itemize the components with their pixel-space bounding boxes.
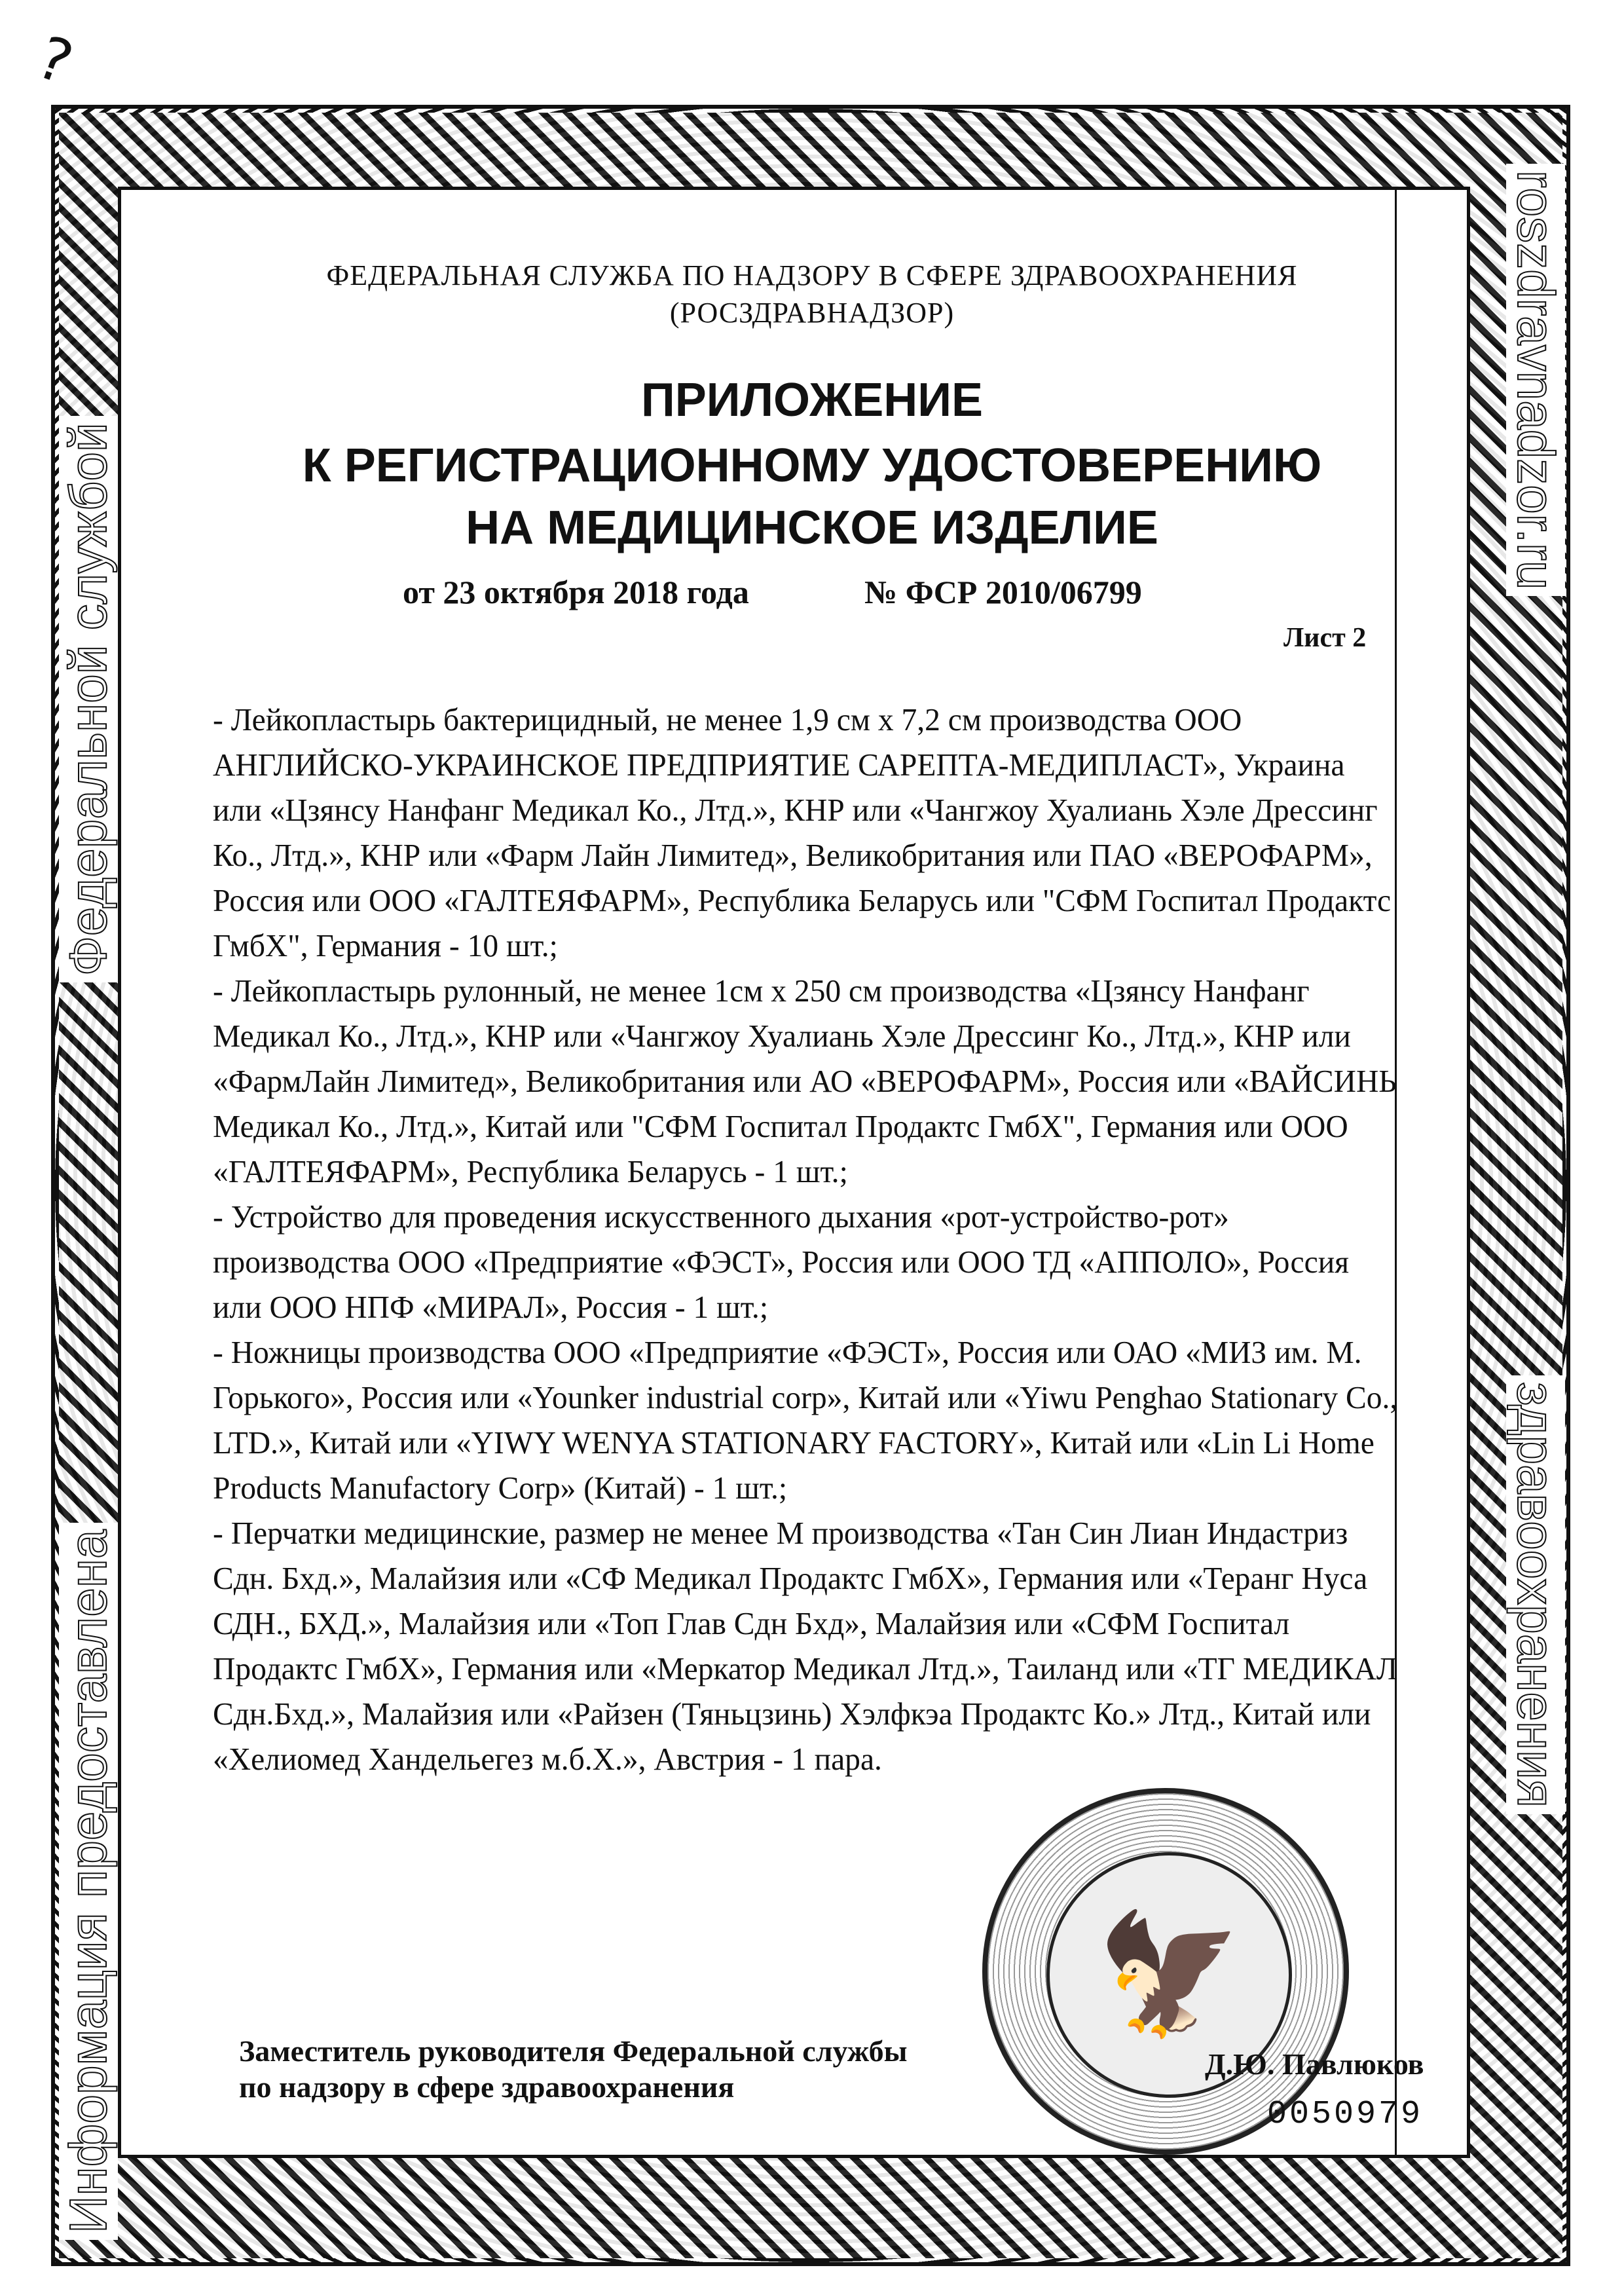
signatory-name: Д.Ю. Павлюков <box>1205 2047 1424 2081</box>
serial-number: 0050979 <box>1267 2096 1424 2133</box>
body-line: производства ООО «Предприятие «ФЭСТ», Россия или ООО ТД «АППОЛО», Россия <box>213 1244 1350 1280</box>
body-line: Медикал Ко., Лтд.», Китай или "СФМ Госпитал Продактс ГмбХ", Германия или ООО <box>213 1108 1348 1144</box>
body-line: - Лейкопластырь рулонный, не менее 1см х 250 см производства «Цзянсу Нанфанг <box>213 973 1310 1009</box>
body-line: Продактс ГмбХ», Германия или «Меркатор Медикал Лтд.», Таиланд или «ТГ МЕДИКАЛ <box>213 1650 1398 1686</box>
body-line: Медикал Ко., Лтд.», КНР или «Чангжоу Хуалиань Хэле Дрессинг Ко., Лтд.», КНР или <box>213 1018 1351 1054</box>
signatory-position-2: по надзору в сфере здравоохранения <box>239 2070 735 2104</box>
doc-subtitle-2: НА МЕДИЦИНСКОЕ ИЗДЕЛИЕ <box>466 502 1158 554</box>
body-line: Горького», Россия или «Younker industrial corp», Китай или «Yiwu Penghao Stationary Co., <box>213 1379 1398 1415</box>
corner-mark: ? <box>28 22 82 99</box>
body-line: Ко., Лтд.», КНР или «Фарм Лайн Лимитед», Великобритания или ПАО «ВЕРОФАРМ», <box>213 837 1373 873</box>
body-line: или «Цзянсу Нанфанг Медикал Ко., Лтд.», КНР или «Чангжоу Хуалиань Хэле Дрессинг <box>213 792 1378 828</box>
body-line: АНГЛИЙСКО-УКРАИНСКОЕ ПРЕДПРИЯТИЕ САРЕПТА-МЕДИПЛАСТ», Украина <box>213 747 1345 783</box>
registration-number: № ФСР 2010/06799 <box>864 574 1142 610</box>
body-line: - Ножницы производства ООО «Предприятие «ФЭСТ», Россия или ОАО «МИЗ им. М. <box>213 1334 1362 1370</box>
watermark-2: Федеральной службой <box>59 416 118 982</box>
body-line: «Хелиомед Хандельегез м.б.Х.», Австрия - 1 пара. <box>213 1741 882 1777</box>
body-line: «ГАЛТЕЯФАРМ», Республика Беларусь - 1 шт.; <box>213 1153 848 1189</box>
agency-name: ФЕДЕРАЛЬНАЯ СЛУЖБА ПО НАДЗОРУ В СФЕРЕ ЗДРАВООХРАНЕНИЯ <box>326 259 1298 291</box>
body-line: - Перчатки медицинские, размер не менее М производства «Тан Син Лиан Индастриз <box>213 1515 1348 1551</box>
body-line: LTD.», Китай или «YIWY WENYA STATIONARY FACTORY», Китай или «Lin Li Home <box>213 1425 1375 1461</box>
watermark-1: Информация предоставлена <box>59 1523 118 2241</box>
signatory-position-1: Заместитель руководителя Федеральной службы <box>239 2034 908 2068</box>
agency-abbr: (РОСЗДРАВНАДЗОР) <box>669 297 955 329</box>
body-line: Сдн. Бхд.», Малайзия или «СФ Медикал Продактс ГмбХ», Германия или «Теранг Нуса <box>213 1560 1368 1596</box>
body-line: - Лейкопластырь бактерицидный, не менее 1,9 см х 7,2 см производства ООО <box>213 701 1242 737</box>
body-line: или ООО НПФ «МИРАЛ», Россия - 1 шт.; <box>213 1289 769 1325</box>
coat-of-arms-icon: 🦅 <box>1046 1852 1292 2098</box>
sheet-number: Лист 2 <box>1283 623 1367 653</box>
watermark-3: roszdravnadzor.ru <box>1506 164 1565 596</box>
doc-subtitle-1: К РЕГИСТРАЦИОННОМУ УДОСТОВЕРЕНИЮ <box>302 439 1322 492</box>
body-line: ГмбХ", Германия - 10 шт.; <box>213 927 558 963</box>
body-line: «ФармЛайн Лимитед», Великобритания или АО «ВЕРОФАРМ», Россия или «ВАЙСИНЬ <box>213 1063 1397 1099</box>
doc-title: ПРИЛОЖЕНИЕ <box>641 374 983 426</box>
body-line: СДН., БХД.», Малайзия или «Топ Глав Сдн Бхд», Малайзия или «СФМ Госпитал <box>213 1605 1290 1641</box>
body-line: Products Manufactory Corp» (Китай) - 1 шт.; <box>213 1470 788 1506</box>
body-line: Россия или ООО «ГАЛТЕЯФАРМ», Республика Беларусь или "СФМ Госпитал Продактс <box>213 882 1392 918</box>
issue-date: от 23 октября 2018 года <box>403 574 749 610</box>
watermark-4: здравоохранения <box>1506 1375 1565 1814</box>
body-line: - Устройство для проведения искусственного дыхания «рот-устройство-рот» <box>213 1199 1229 1235</box>
body-line: Сдн.Бхд.», Малайзия или «Райзен (Тяньцзинь) Хэлфкэа Продактс Ко.» Лтд., Китай или <box>213 1696 1371 1732</box>
